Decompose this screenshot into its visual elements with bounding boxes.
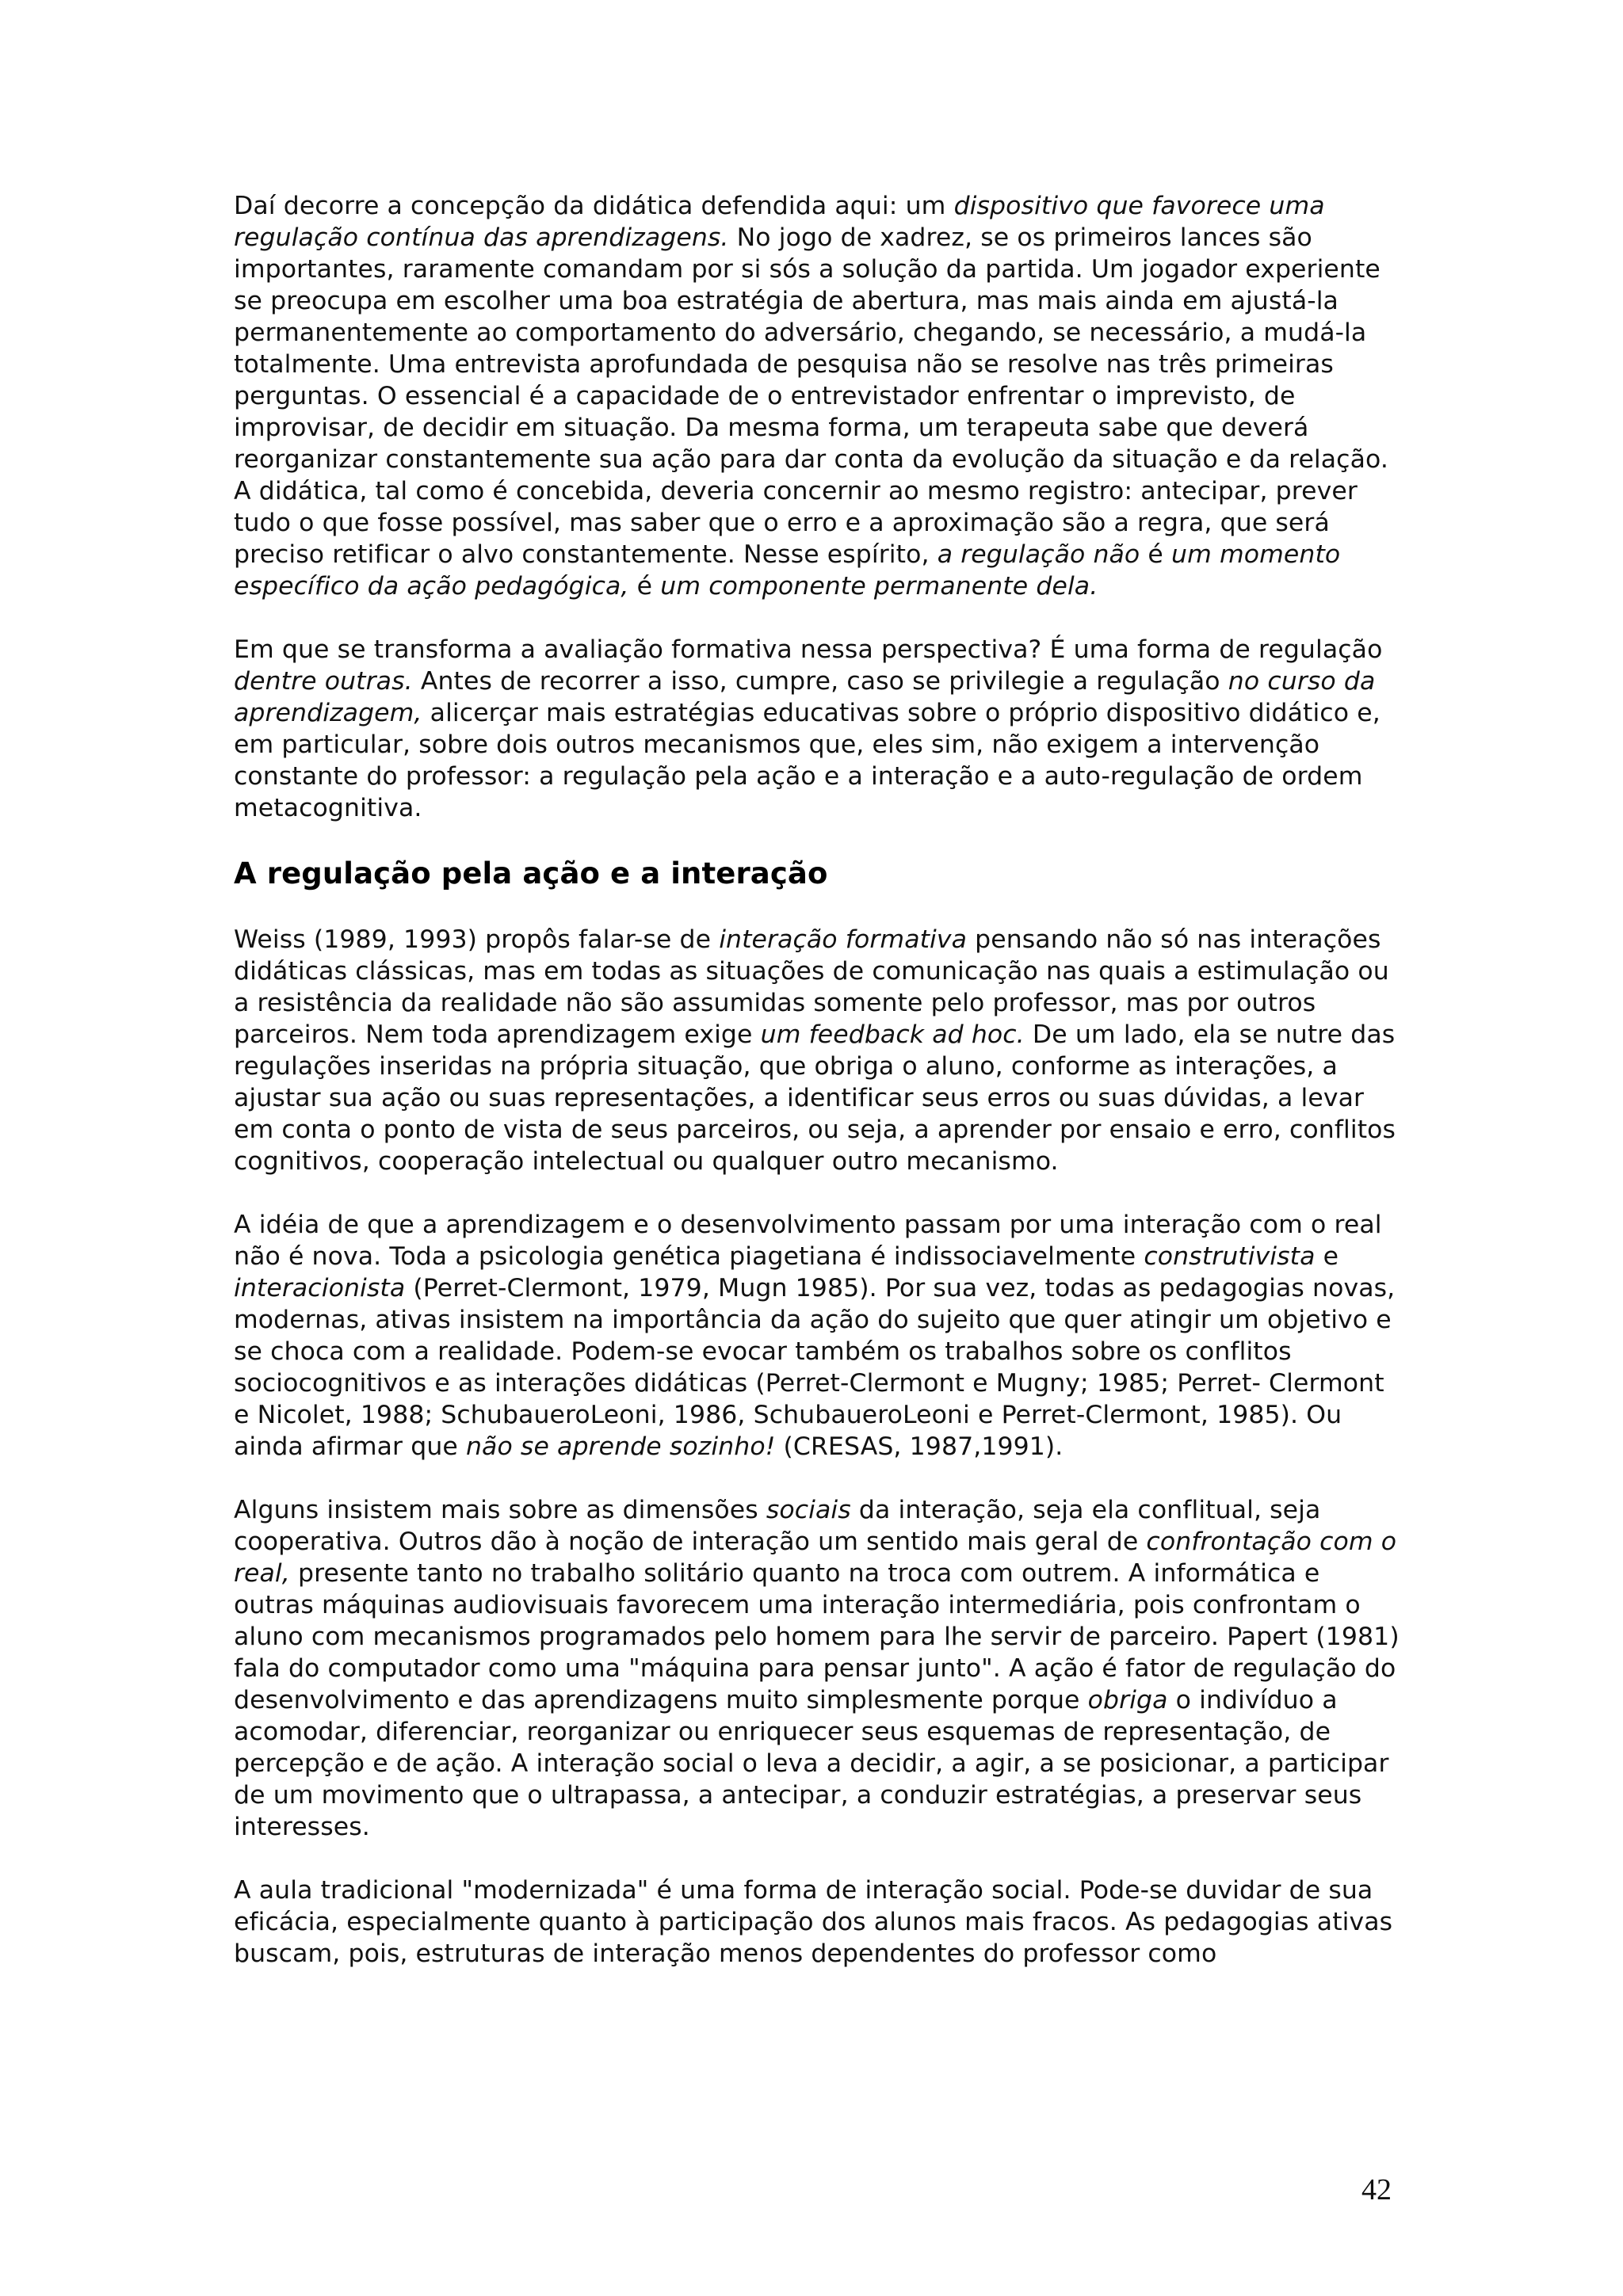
paragraph bbox=[234, 1209, 1407, 1463]
paragraph bbox=[234, 190, 1407, 602]
paragraph-text: (Perret-Clermont, 1979, Mugn 1985). Por sua vez, todas as pedagogias novas, modernas, ativas insistem na importância da ação do sujeito que quer atingir um objetivo e se choca com a realidade. Podem-se evocar também os trabalhos sobre os conflitos sociocognitivos e as interações didáticas (Perret-Clermont e Mugny; 1985; Perret- Clermont e Nicolet, 1988; SchubaueroLeoni, 1986, SchubaueroLeoni e Perret-Clermont, 1985). Ou ainda afirmar que bbox=[234, 1274, 1396, 1461]
paragraph-text: Alguns insistem mais sobre as dimensões bbox=[234, 1496, 766, 1524]
italic-text: um momento específico da ação pedagógica, bbox=[234, 540, 1341, 601]
paragraph bbox=[234, 1875, 1407, 1970]
italic-text: um componente permanente dela. bbox=[660, 572, 1098, 601]
paragraph-text: pensando não só nas interações didáticas clássicas, mas em todas as situações de comunicação nas quais a estimulação ou a resistência da realidade não são assumidas somente pelo professor, mas por outros parceiros. Nem toda aprendizagem exige bbox=[234, 925, 1389, 1049]
italic-text: um feedback ad hoc. bbox=[760, 1020, 1025, 1049]
italic-text: no curso da aprendizagem, bbox=[234, 667, 1376, 727]
paragraph-text: A aula tradicional "modernizada" é uma forma de interação social. Pode-se duvidar de sua eficácia, especialmente quanto à participação dos alunos mais fracos. As pedagogias ativas buscam, pois, estruturas de interação menos dependentes do professor como bbox=[234, 1876, 1393, 1968]
section-heading: A regulação pela ação e a interação bbox=[234, 856, 828, 891]
page-number: 42 bbox=[1361, 2173, 1392, 2206]
italic-text: a regulação não bbox=[937, 540, 1140, 569]
paragraph-text: da interação, seja ela conflitual, seja cooperativa. Outros dão à noção de interação um sentido mais geral de bbox=[234, 1496, 1321, 1556]
italic-text: sociais bbox=[766, 1496, 851, 1524]
italic-text: dispositivo que favorece uma regulação contínua das aprendizagens. bbox=[234, 192, 1325, 252]
paragraph-text: No jogo de xadrez, se os primeiros lances são importantes, raramente comandam por si sós a solução da partida. Um jogador experiente se preocupa em escolher uma boa estratégia de abertura, mas mais ainda em ajustá-la permanentemente ao comportamento do adversário, chegando, se necessário, a mudá-la totalmente. Uma entrevista aprofundada de pesquisa não se resolve nas três primeiras perguntas. O essencial é a capacidade de o entrevistador enfrentar o imprevisto, de improvisar, de decidir em situação. Da mesma forma, um terapeuta sabe que deverá reorganizar constantemente sua ação para dar conta da evolução da situação e da relação. A didática, tal como é concebida, deveria concernir ao mesmo registro: antecipar, prever tudo o que fosse possível, mas saber que o erro e a aproximação são a regra, que será preciso retificar o alvo constantemente. Nesse espírito, bbox=[234, 223, 1388, 569]
italic-text: confrontação com o real, bbox=[234, 1527, 1397, 1588]
paragraph-text: é bbox=[628, 572, 661, 601]
paragraph bbox=[234, 924, 1407, 1177]
paragraph-text: Daí decorre a concepção da didática defendida aqui: um bbox=[234, 192, 954, 220]
paragraph-text: De um lado, ela se nutre das regulações inseridas na própria situação, que obriga o aluno, conforme as interações, a ajustar sua ação ou suas representações, a identificar seus erros ou suas dúvidas, a levar em conta o ponto de vista de seus parceiros, ou seja, a aprender por ensaio e erro, conflitos cognitivos, cooperação intelectual ou qualquer outro mecanismo. bbox=[234, 1020, 1396, 1176]
italic-text: construtivista bbox=[1144, 1242, 1316, 1271]
italic-text: interação formativa bbox=[719, 925, 968, 954]
document-body bbox=[234, 190, 1407, 2001]
paragraph bbox=[234, 634, 1407, 824]
paragraph bbox=[234, 1494, 1407, 1843]
intro-paragraphs bbox=[234, 190, 1407, 824]
italic-text: não se aprende sozinho! bbox=[465, 1432, 776, 1461]
paragraph-text: Antes de recorrer a isso, cumpre, caso se privilegie a regulação bbox=[412, 667, 1228, 696]
paragraph-text: Em que se transforma a avaliação formativa nessa perspectiva? É uma forma de regulação bbox=[234, 635, 1383, 664]
paragraph-text: e bbox=[1315, 1242, 1339, 1271]
italic-text: interacionista bbox=[234, 1274, 406, 1302]
paragraph-text: alicerçar mais estratégias educativas sobre o próprio dispositivo didático e, em particular, sobre dois outros mecanismos que, eles sim, não exigem a intervenção constante do professor: a regulação pela ação e a interação e a auto-regulação de ordem metacognitiva. bbox=[234, 699, 1381, 822]
paragraph-text: o indivíduo a acomodar, diferenciar, reorganizar ou enriquecer seus esquemas de representação, de percepção e de ação. A interação social o leva a decidir, a agir, a se posicionar, a participar de um movimento que o ultrapassa, a antecipar, a conduzir estratégias, a preservar seus interesses. bbox=[234, 1686, 1389, 1841]
italic-text: dentre outras. bbox=[234, 667, 413, 696]
italic-text: obriga bbox=[1087, 1686, 1168, 1714]
paragraph-text: Weiss (1989, 1993) propôs falar-se de bbox=[234, 925, 720, 954]
paragraph-text: é bbox=[1140, 540, 1172, 569]
paragraph-text: presente tanto no trabalho solitário quanto na troca com outrem. A informática e outras máquinas audiovisuais favorecem uma interação intermediária, pois confrontam o aluno com mecanismos programados pelo homem para lhe servir de parceiro. Papert (1981) fala do computador como uma "máquina para pensar junto". A ação é fator de regulação do desenvolvimento e das aprendizagens muito simplesmente porque bbox=[234, 1559, 1400, 1714]
section-paragraphs bbox=[234, 924, 1407, 1970]
paragraph-text: A idéia de que a aprendizagem e o desenvolvimento passam por uma interação com o real não é nova. Toda a psicologia genética piagetiana é indissociavelmente bbox=[234, 1211, 1382, 1271]
paragraph-text: (CRESAS, 1987,1991). bbox=[775, 1432, 1064, 1461]
